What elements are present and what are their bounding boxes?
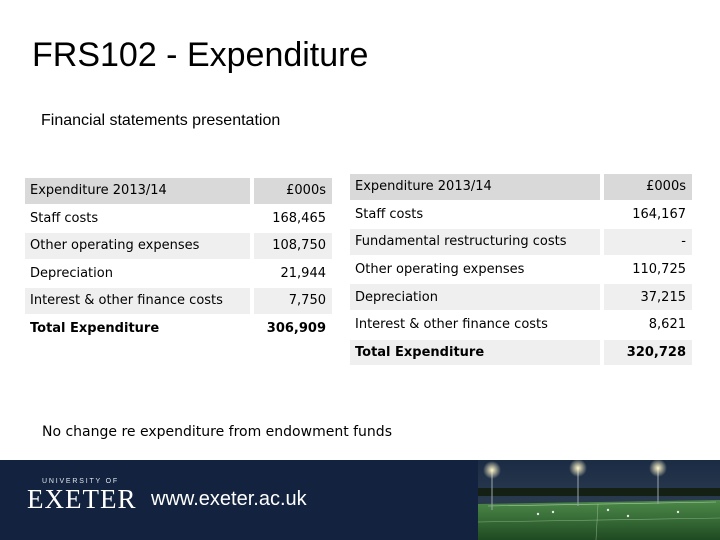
header-unit: £000s: [254, 178, 332, 204]
row-label: Staff costs: [355, 206, 424, 222]
expenditure-table-new: [350, 172, 692, 367]
row-value: 21,944: [280, 265, 326, 281]
header-unit: £000s: [604, 174, 692, 200]
table-row: [25, 261, 332, 287]
row-label: Total Expenditure: [30, 320, 160, 336]
row-label: Fundamental restructuring costs: [350, 229, 600, 255]
row-value: 110,725: [632, 262, 686, 278]
table-row: [350, 257, 692, 283]
table-header-row: [25, 178, 332, 204]
row-label: Other operating expenses: [355, 262, 525, 278]
website-link[interactable]: www.exeter.ac.uk: [151, 488, 307, 510]
table-row: [350, 312, 692, 338]
slide-title: FRS102 - Expenditure: [32, 36, 369, 74]
row-value: 306,909: [266, 320, 326, 336]
row-value: -: [604, 229, 692, 255]
floodlit-sports-pitch-icon: [478, 460, 720, 540]
row-label: Depreciation: [30, 265, 113, 281]
row-value: 8,621: [648, 317, 686, 333]
logo-small-text: UNIVERSITY OF: [42, 478, 119, 485]
expenditure-table-old: [25, 176, 332, 343]
row-label: Total Expenditure: [350, 340, 600, 366]
header-label: Expenditure 2013/14: [25, 178, 250, 204]
university-logo[interactable]: [20, 472, 137, 528]
row-value: 164,167: [632, 206, 686, 222]
slide-subtitle: Financial statements presentation: [41, 112, 281, 129]
footnote: No change re expenditure from endowment funds: [42, 424, 392, 440]
table-row: [25, 233, 332, 259]
table-row: [350, 284, 692, 310]
row-value: 320,728: [604, 340, 692, 366]
header-label: Expenditure 2013/14: [350, 174, 600, 200]
table-row: [350, 202, 692, 228]
table-row: [25, 288, 332, 314]
row-label: Depreciation: [350, 284, 600, 310]
row-value: 108,750: [254, 233, 332, 259]
table-row: [350, 229, 692, 255]
row-label: Other operating expenses: [25, 233, 250, 259]
row-value: 168,465: [272, 210, 326, 226]
table-header-row: [350, 174, 692, 200]
logo-main-text: EXETER: [27, 484, 137, 514]
row-value: 37,215: [604, 284, 692, 310]
table-total-row: [25, 316, 332, 342]
row-value: 7,750: [254, 288, 332, 314]
table-total-row: [350, 340, 692, 366]
row-label: Interest & other finance costs: [355, 317, 548, 333]
row-label: Interest & other finance costs: [25, 288, 250, 314]
footer-banner: [0, 460, 720, 540]
row-label: Staff costs: [30, 210, 99, 226]
table-row: [25, 206, 332, 232]
